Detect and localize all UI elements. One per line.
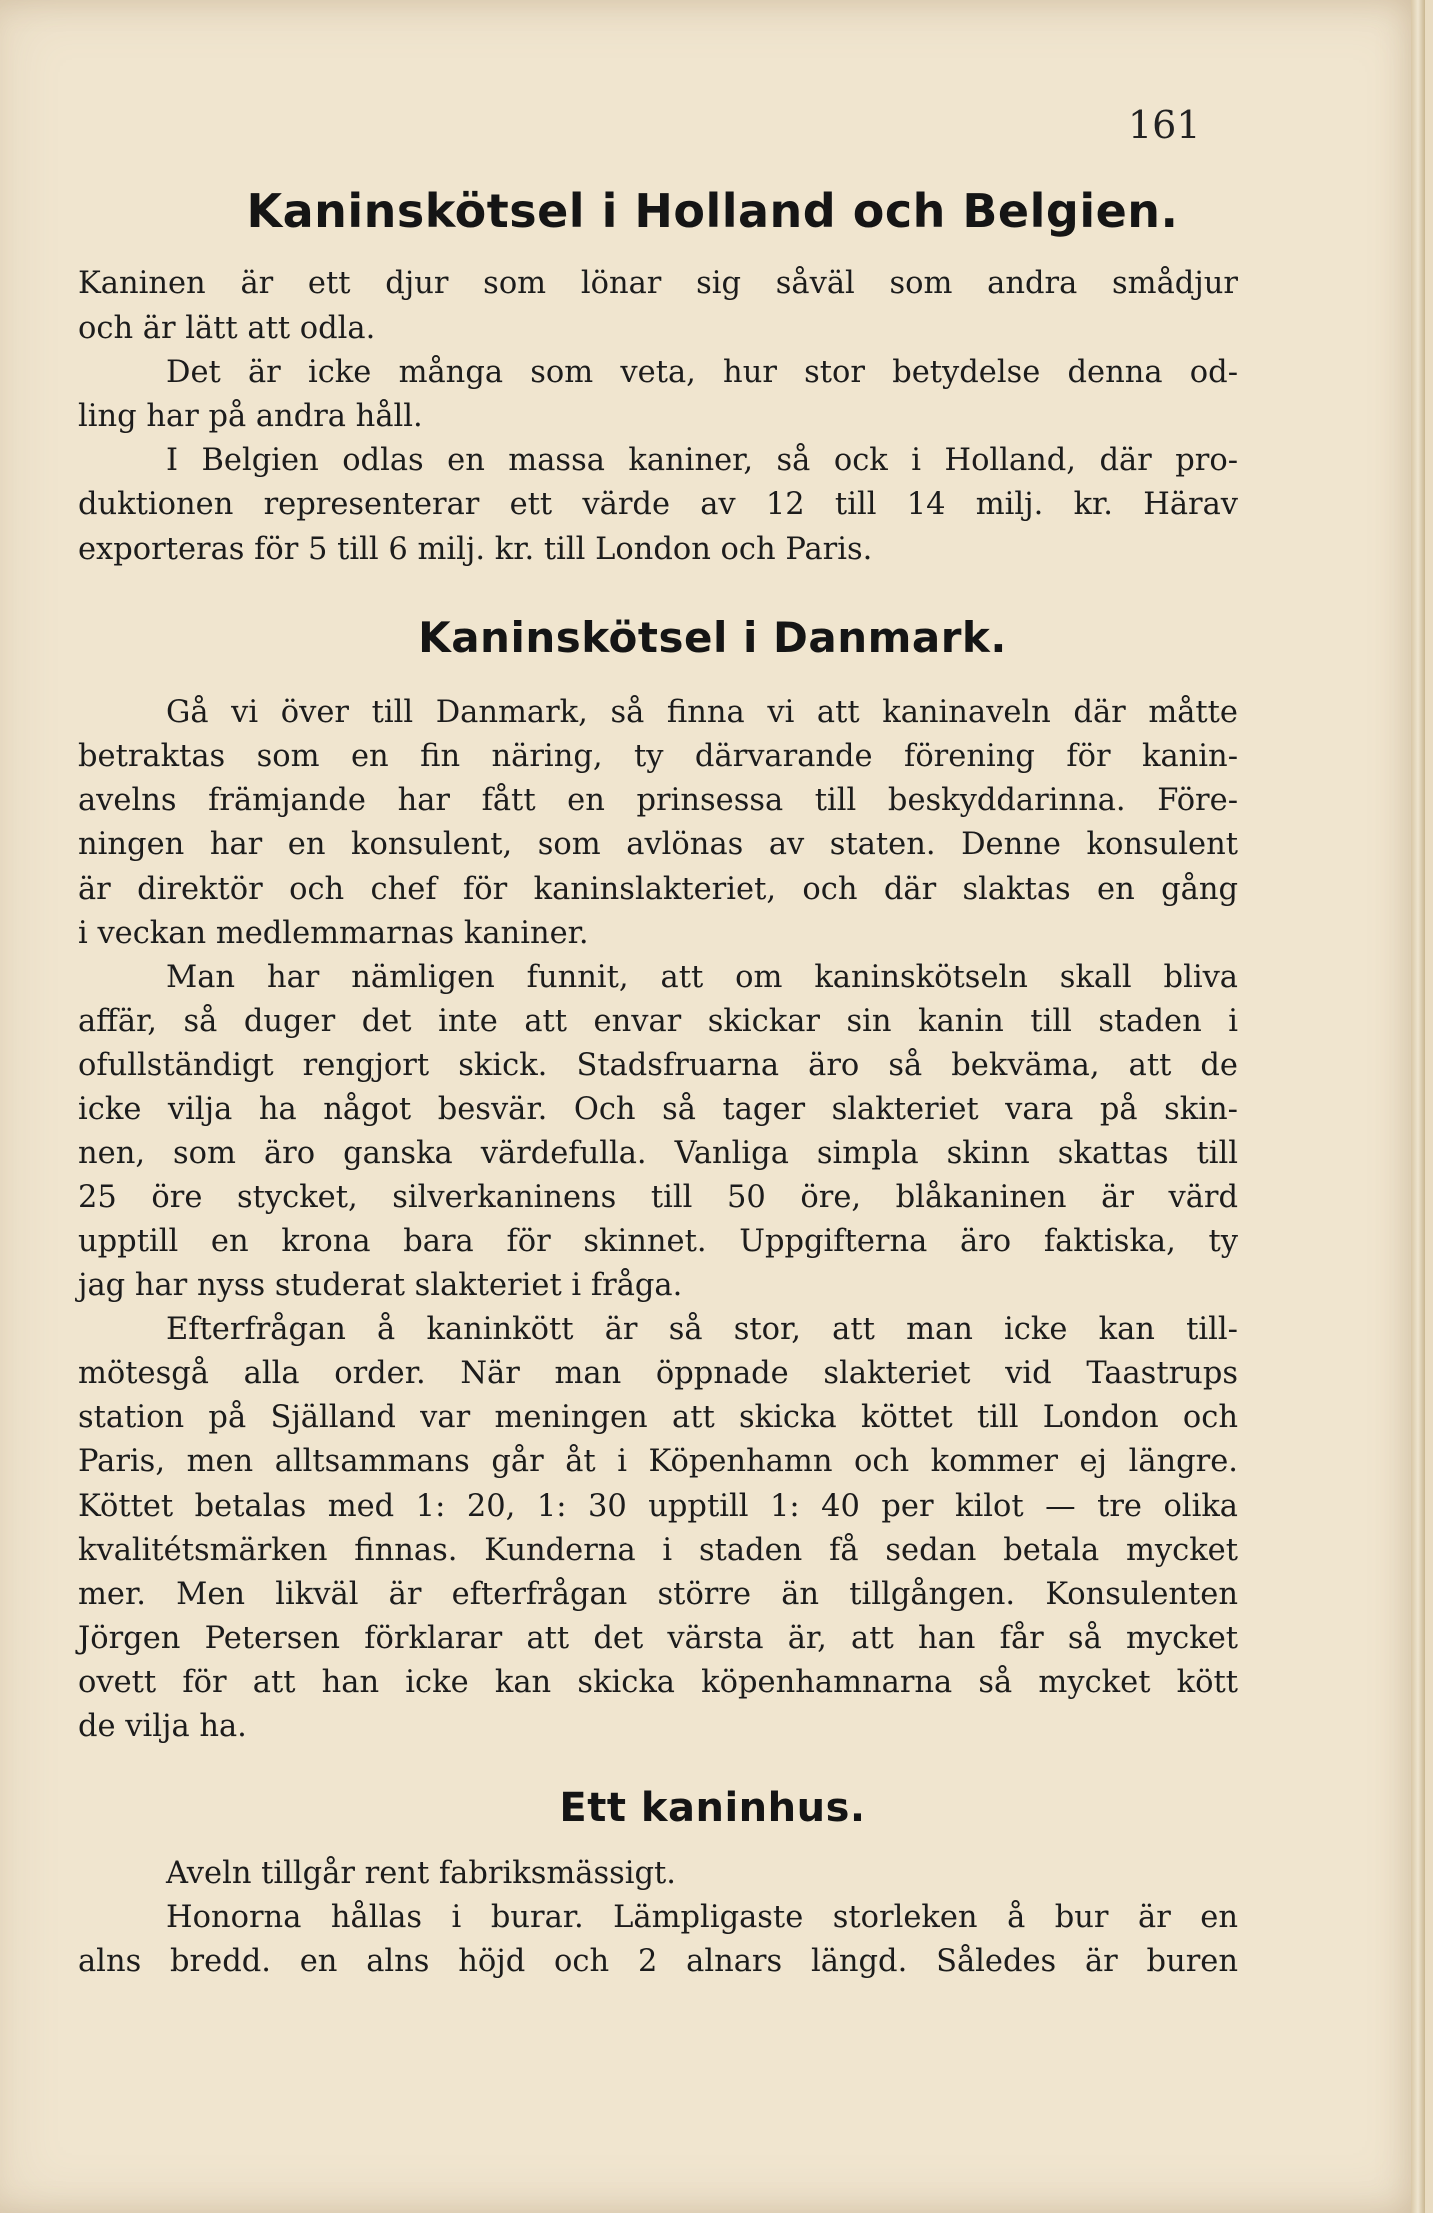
text-line: Man har nämligen funnit, att om kaninskötseln skall bliva bbox=[166, 960, 1238, 995]
text-line: Jörgen Petersen förklarar att det värsta är, att han får så mycket bbox=[78, 1621, 1238, 1656]
text-line: icke vilja ha något besvär. Och så tager slakteriet vara på skin- bbox=[78, 1092, 1238, 1127]
text-line: alns bredd. en alns höjd och 2 alnars längd. Således är buren bbox=[78, 1944, 1238, 1979]
text-line: I Belgien odlas en massa kaniner, så ock i Holland, där pro- bbox=[166, 443, 1238, 478]
text-line: nen, som äro ganska värdefulla. Vanliga simpla skinn skattas till bbox=[78, 1136, 1238, 1171]
text-line: upptill en krona bara för skinnet. Uppgifterna äro faktiska, ty bbox=[78, 1224, 1238, 1259]
text-line: affär, så duger det inte att envar skickar sin kanin till staden i bbox=[78, 1004, 1238, 1039]
text-line: de vilja ha. bbox=[78, 1709, 247, 1744]
text-line: exporteras för 5 till 6 milj. kr. till London och Paris. bbox=[78, 532, 873, 567]
page-number: 161 bbox=[1128, 103, 1201, 147]
section-heading-danmark: Kaninskötsel i Danmark. bbox=[418, 613, 1007, 662]
text-line: avelns främjande har fått en prinsessa till beskyddarinna. Före- bbox=[78, 783, 1238, 818]
text-line: Köttet betalas med 1: 20, 1: 30 upptill 1: 40 per kilot — tre olika bbox=[78, 1489, 1238, 1524]
text-line: ling har på andra håll. bbox=[78, 399, 423, 434]
text-line: kvalitétsmärken finnas. Kunderna i staden få sedan betala mycket bbox=[78, 1533, 1238, 1568]
text-line: Aveln tillgår rent fabriksmässigt. bbox=[166, 1856, 676, 1891]
text-line: betraktas som en fin näring, ty därvarande förening för kanin- bbox=[78, 739, 1238, 774]
text-line: ovett för att han icke kan skicka köpenhamnarna så mycket kött bbox=[78, 1665, 1238, 1700]
text-line: ningen har en konsulent, som avlönas av staten. Denne konsulent bbox=[78, 827, 1238, 862]
text-line: ofullständigt rengjort skick. Stadsfruarna äro så bekväma, att de bbox=[78, 1048, 1238, 1083]
text-line: Det är icke många som veta, hur stor betydelse denna od- bbox=[166, 355, 1238, 390]
section-heading-holland-belgien: Kaninskötsel i Holland och Belgien. bbox=[246, 184, 1179, 238]
text-line: i veckan medlemmarnas kaniner. bbox=[78, 916, 589, 951]
text-line: station på Själland var meningen att skicka köttet till London och bbox=[78, 1400, 1238, 1435]
text-line: och är lätt att odla. bbox=[78, 311, 376, 346]
text-line: Kaninen är ett djur som lönar sig såväl som andra smådjur bbox=[78, 266, 1238, 301]
text-line: Honorna hållas i burar. Lämpligaste storleken å bur är en bbox=[166, 1900, 1238, 1935]
text-line: 25 öre stycket, silverkaninens till 50 öre, blåkaninen är värd bbox=[78, 1180, 1238, 1215]
section-heading-kaninhus: Ett kaninhus. bbox=[559, 1785, 866, 1831]
text-line: Efterfrågan å kaninkött är så stor, att man icke kan till- bbox=[166, 1312, 1238, 1347]
text-line: mer. Men likväl är efterfrågan större än tillgången. Konsulenten bbox=[78, 1577, 1238, 1612]
text-line: jag har nyss studerat slakteriet i fråga. bbox=[78, 1268, 683, 1303]
text-line: mötesgå alla order. När man öppnade slakteriet vid Taastrups bbox=[78, 1356, 1238, 1391]
text-line: Gå vi över till Danmark, så finna vi att kaninaveln där måtte bbox=[166, 695, 1238, 730]
text-line: duktionen representerar ett värde av 12 till 14 milj. kr. Härav bbox=[78, 487, 1238, 522]
text-line: är direktör och chef för kaninslakteriet, och där slaktas en gång bbox=[78, 872, 1238, 907]
page-edge bbox=[1411, 0, 1425, 2213]
text-line: Paris, men alltsammans går åt i Köpenhamn och kommer ej längre. bbox=[78, 1444, 1238, 1479]
